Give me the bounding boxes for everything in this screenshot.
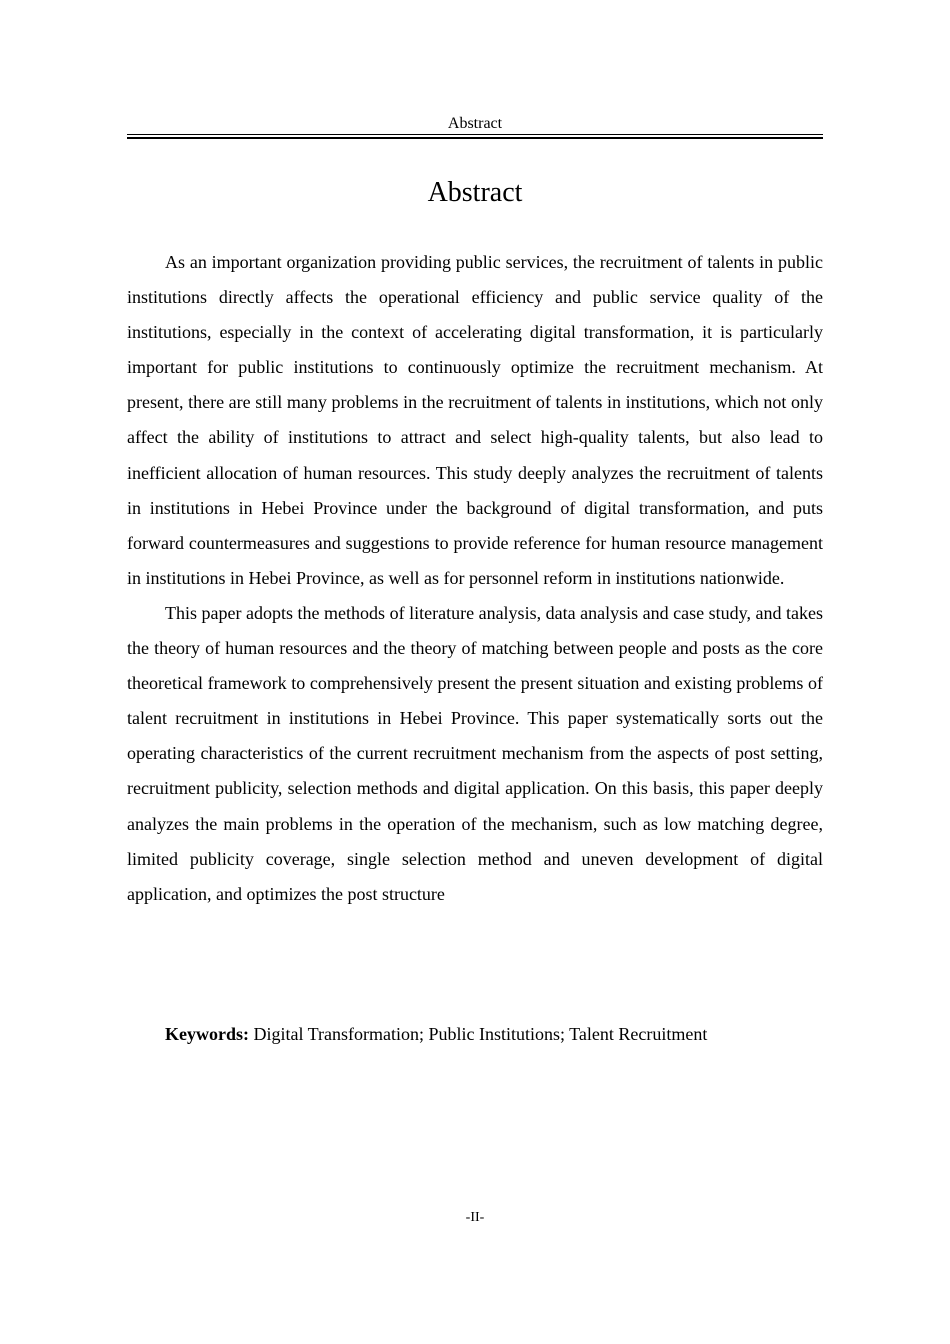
keywords-line <box>165 1017 823 1052</box>
header-rule <box>127 134 823 139</box>
abstract-paragraph-1: As an important organization providing public services, the recruitment of talents in public institutions directly affects the operational efficiency and public service quality of the institutions, especially in the context of accelerating digital transformation, it is particularly important for public institutions to continuously optimize the recruitment mechanism. At present, there are still many problems in the recruitment of talents in institutions, which not only affect the ability of institutions to attract and select high-quality talents, but also lead to inefficient allocation of human resources. This study deeply analyzes the recruitment of talents in institutions in Hebei Province under the background of digital transformation, and puts forward countermeasures and suggestions to provide reference for human resource management in institutions in Hebei Province, as well as for personnel reform in institutions nationwide. <box>127 252 823 588</box>
abstract-paragraph-2: This paper adopts the methods of literature analysis, data analysis and case study, and takes the theory of human resources and the theory of matching between people and posts as the core theoretical framework to comprehensively present the present situation and existing problems of talent recruitment in institutions in Hebei Province. This paper systematically sorts out the operating characteristics of the current recruitment mechanism from the aspects of post setting, recruitment publicity, selection methods and digital application. On this basis, this paper deeply analyzes the main problems in the operation of the mechanism, such as low matching degree, limited publicity coverage, single selection method and uneven development of digital application, and optimizes the post structure <box>127 602 823 904</box>
running-header: Abstract <box>447 115 503 132</box>
page-title: Abstract <box>427 177 523 208</box>
abstract-body <box>127 245 823 912</box>
page-number: -II- <box>465 1210 485 1225</box>
keywords-text: Digital Transformation; Public Institutions; Talent Recruitment <box>253 1024 708 1044</box>
keywords-label: Keywords: <box>165 1024 249 1044</box>
